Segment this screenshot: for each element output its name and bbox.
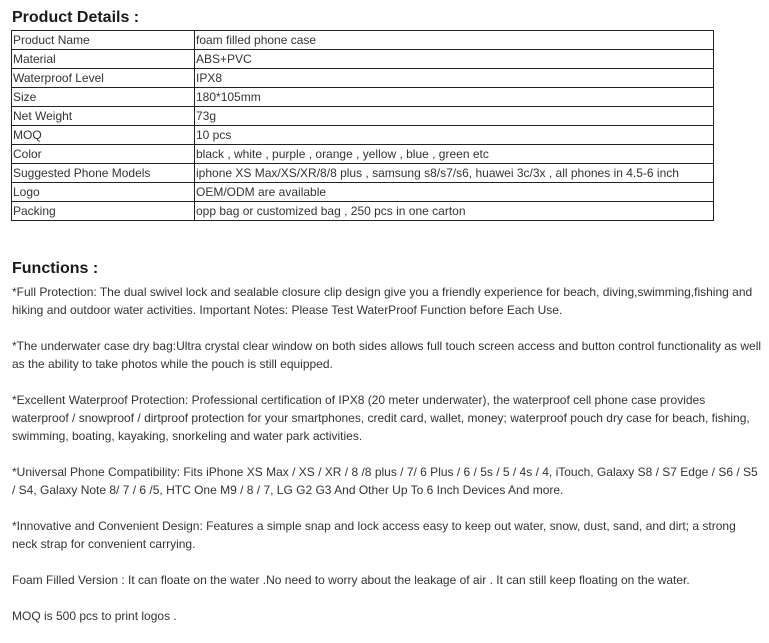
row-value: OEM/ODM are available bbox=[195, 183, 714, 202]
product-details-heading: Product Details : bbox=[12, 9, 140, 26]
row-label: Suggested Phone Models bbox=[12, 164, 195, 183]
row-value: 73g bbox=[195, 107, 714, 126]
row-label: Waterproof Level bbox=[12, 69, 195, 88]
row-value: 10 pcs bbox=[195, 126, 714, 145]
table-row bbox=[12, 145, 714, 164]
row-value: IPX8 bbox=[195, 69, 714, 88]
row-value: ABS+PVC bbox=[195, 50, 714, 69]
function-paragraph: Foam Filled Version : It can floate on the water .No need to worry about the leakage of air . It can still keep floating on the water. bbox=[12, 573, 690, 587]
row-value: opp bag or customized bag , 250 pcs in one carton bbox=[195, 202, 714, 221]
table-row bbox=[12, 202, 714, 221]
table-row bbox=[12, 88, 714, 107]
function-paragraph: MOQ is 500 pcs to print logos . bbox=[12, 609, 177, 623]
functions-section bbox=[12, 283, 764, 643]
function-paragraph: *Innovative and Convenient Design: Features a simple snap and lock access easy to keep out water, snow, dust, sand, and dirt; a strong neck strap for convenient carrying. bbox=[12, 519, 736, 551]
table-row bbox=[12, 107, 714, 126]
table-row bbox=[12, 69, 714, 88]
function-paragraph: *Excellent Waterproof Protection: Professional certification of IPX8 (20 meter underwater), the waterproof cell phone case provides waterproof / snowproof / dirtproof protection for your smartphones, credit card, wallet, money; waterproof pouch dry case for beach, fishing, swimming, boating, kayaking, snorkeling and water park activities. bbox=[12, 393, 750, 443]
row-value: iphone XS Max/XS/XR/8/8 plus , samsung s8/s7/s6, huawei 3c/3x , all phones in 4.5-6 inch bbox=[195, 164, 714, 183]
table-row bbox=[12, 31, 714, 50]
row-label: Packing bbox=[12, 202, 195, 221]
table-row bbox=[12, 164, 714, 183]
row-label: Product Name bbox=[12, 31, 195, 50]
function-paragraph: *The underwater case dry bag:Ultra crystal clear window on both sides allows full touch screen access and button control functionality as well as the ability to take photos while the pouch is still equipped. bbox=[12, 339, 762, 371]
row-label: Size bbox=[12, 88, 195, 107]
table-row bbox=[12, 50, 714, 69]
row-label: Material bbox=[12, 50, 195, 69]
row-value: foam filled phone case bbox=[195, 31, 714, 50]
product-details-table bbox=[11, 30, 714, 221]
table-row bbox=[12, 183, 714, 202]
row-label: Net Weight bbox=[12, 107, 195, 126]
table-row bbox=[12, 126, 714, 145]
row-label: Logo bbox=[12, 183, 195, 202]
row-value: 180*105mm bbox=[195, 88, 714, 107]
row-label: Color bbox=[12, 145, 195, 164]
function-paragraph: *Full Protection: The dual swivel lock and sealable closure clip design give you a friendly experience for beach, diving,swimming,fishing and hiking and outdoor water activities. Important Notes: Please Test WaterProof Function before Each Use. bbox=[12, 285, 753, 317]
functions-heading: Functions : bbox=[12, 260, 99, 277]
row-label: MOQ bbox=[12, 126, 195, 145]
row-value: black , white , purple , orange , yellow , blue , green etc bbox=[195, 145, 714, 164]
function-paragraph: *Universal Phone Compatibility: Fits iPhone XS Max / XS / XR / 8 /8 plus / 7/ 6 Plus / 6 / 5s / 5 / 4s / 4, iTouch, Galaxy S8 / S7 Edge / S6 / S5 / S4, Galaxy Note 8/ 7 / 6 /5, HTC One M9 / 8 / 7, LG G2 G3 And Other Up To 6 Inch Devices And more. bbox=[12, 465, 758, 497]
